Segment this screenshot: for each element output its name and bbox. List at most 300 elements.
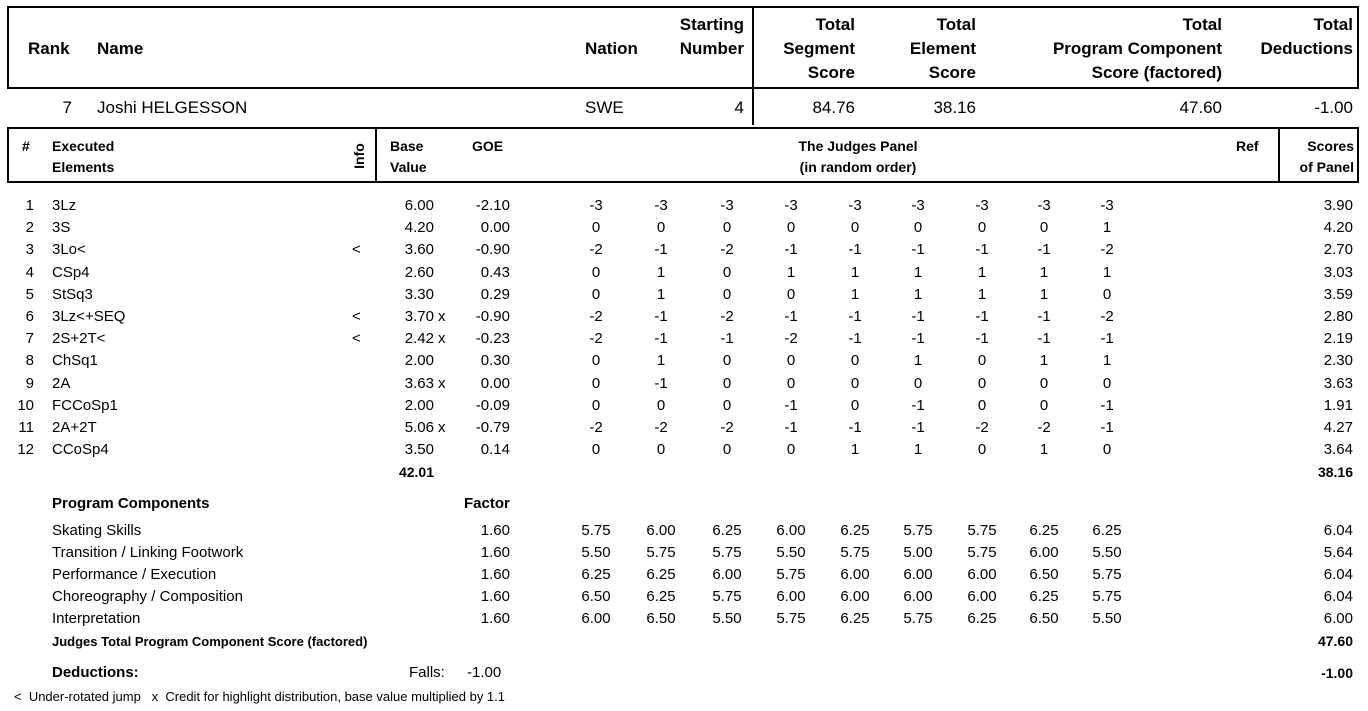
total-segment-line1: Total — [815, 15, 855, 34]
component-factor: 1.60 — [480, 609, 510, 627]
falls-value: -1.00 — [467, 664, 502, 681]
judge-score: 0 — [850, 352, 860, 370]
judge-mark: 6.25 — [712, 522, 742, 539]
element-base-value: 6.00 — [404, 197, 434, 214]
judge-mark: 5.00 — [903, 543, 933, 561]
element-panel-score: 3.64 — [1323, 441, 1353, 459]
element-panel-score: 4.27 — [1323, 419, 1353, 436]
judge-mark: 6.00 — [840, 565, 870, 583]
judge-score: 0 — [1102, 441, 1112, 459]
element-row — [0, 217, 1368, 239]
judge-score: -1 — [848, 419, 862, 436]
component-row — [0, 564, 1368, 586]
element-base-value: 3.30 — [404, 285, 434, 303]
judge-score: -2 — [589, 330, 603, 348]
judge-score: 0 — [850, 374, 860, 392]
total-element-line2: Element — [909, 39, 976, 58]
element-row — [0, 417, 1368, 439]
judge-score: -2 — [720, 308, 734, 325]
element-number: 3 — [25, 241, 34, 259]
judge-score: -1 — [975, 241, 989, 259]
element-bonus-marker: x — [438, 419, 446, 436]
judge-mark: 6.25 — [1092, 522, 1122, 539]
element-number: 7 — [25, 330, 34, 348]
judge-score: 1 — [1039, 263, 1049, 281]
judge-score: -1 — [911, 308, 925, 325]
starting-number-label — [660, 13, 744, 61]
judge-score: -1 — [911, 396, 925, 414]
element-panel-score: 3.59 — [1323, 285, 1353, 303]
element-panel-score: 2.19 — [1323, 330, 1353, 348]
judges-total-pcs-label: Judges Total Program Component Score (factored) — [52, 634, 368, 649]
judge-mark: 6.25 — [646, 587, 676, 605]
judges-panel-header — [708, 136, 1008, 178]
judge-score: -1 — [911, 241, 925, 259]
judge-mark: 5.75 — [646, 543, 676, 561]
judge-mark: 6.25 — [840, 609, 870, 627]
judge-score: 0 — [591, 396, 601, 414]
component-factor: 1.60 — [480, 543, 510, 561]
judges-line2: (in random order) — [799, 159, 917, 175]
skater-total-element: 38.16 — [933, 98, 976, 117]
scores-of-panel-header — [1282, 136, 1354, 178]
component-name: Performance / Execution — [52, 565, 217, 583]
judge-score: -2 — [589, 419, 603, 436]
element-goe: 0.29 — [480, 285, 510, 303]
judge-score: 0 — [591, 374, 601, 392]
judge-score: 0 — [977, 219, 987, 237]
judge-score: -1 — [848, 308, 862, 325]
element-number: 6 — [25, 308, 34, 325]
component-factor: 1.60 — [480, 522, 510, 539]
judge-score: 0 — [850, 396, 860, 414]
judge-mark: 6.00 — [1029, 543, 1059, 561]
judge-mark: 6.00 — [967, 587, 997, 605]
element-number: 9 — [25, 374, 34, 392]
judge-mark: 6.25 — [581, 565, 611, 583]
total-element-label — [880, 13, 976, 85]
element-goe: 0.00 — [480, 374, 510, 392]
judge-score: 1 — [656, 352, 666, 370]
element-name: 3Lz<+SEQ — [52, 308, 126, 325]
base-value-total: 42.01 — [398, 464, 434, 480]
num-header: # — [22, 138, 30, 154]
element-row — [0, 350, 1368, 372]
total-pcs-line1: Total — [1182, 15, 1222, 34]
executed-line1: Executed — [52, 138, 115, 154]
scores-line2: of Panel — [1299, 159, 1354, 175]
judge-mark: 5.75 — [903, 609, 933, 627]
judge-mark: 6.50 — [581, 587, 611, 605]
judge-mark: 5.75 — [712, 543, 742, 561]
base-line1: Base — [390, 138, 424, 154]
footnote: < Under-rotated jump x Credit for highlight distribution, base value multiplied by 1.1 — [14, 689, 506, 704]
skater-total-deductions: -1.00 — [1314, 98, 1353, 117]
element-goe: 0.14 — [480, 441, 510, 459]
judge-mark: 5.75 — [840, 543, 870, 561]
total-deductions-label — [1240, 13, 1353, 61]
judge-score: 0 — [722, 263, 732, 281]
judge-score: -1 — [1037, 330, 1051, 348]
element-base-value: 4.20 — [404, 219, 434, 237]
factor-label: Factor — [464, 495, 510, 512]
element-number: 8 — [25, 352, 34, 370]
judge-score: 1 — [1039, 352, 1049, 370]
starting-label-line2: Number — [679, 39, 744, 58]
judge-score: 0 — [977, 374, 987, 392]
judge-mark: 6.00 — [776, 587, 806, 605]
element-name: 3Lo< — [52, 241, 86, 259]
judge-score: 0 — [722, 374, 732, 392]
judge-score: 0 — [591, 285, 601, 303]
judge-mark: 6.25 — [1029, 587, 1059, 605]
element-row — [0, 284, 1368, 306]
judge-score: -1 — [1100, 419, 1114, 436]
element-bonus-marker: x — [438, 374, 446, 392]
judge-score: 0 — [656, 219, 666, 237]
element-panel-score: 4.20 — [1323, 219, 1353, 237]
elements-header-box — [7, 127, 1359, 183]
judge-score: -1 — [975, 330, 989, 348]
judge-mark: 5.50 — [712, 609, 742, 627]
judge-score: 1 — [913, 352, 923, 370]
element-goe: 0.30 — [480, 352, 510, 370]
judge-score: 1 — [1039, 441, 1049, 459]
skater-nation: SWE — [585, 98, 624, 117]
judge-score: -1 — [848, 241, 862, 259]
element-info: < — [352, 330, 361, 348]
judge-mark: 5.75 — [1092, 565, 1122, 583]
judge-score: 1 — [656, 285, 666, 303]
component-score: 6.04 — [1323, 587, 1353, 605]
element-name: StSq3 — [52, 285, 93, 303]
total-segment-label — [760, 13, 855, 85]
rank-label: Rank — [28, 39, 70, 58]
judge-score: -2 — [589, 308, 603, 325]
element-name: 2S+2T< — [52, 330, 106, 348]
judge-score: -1 — [654, 308, 668, 325]
judge-score: -2 — [654, 419, 668, 436]
component-row — [0, 542, 1368, 564]
component-factor: 1.60 — [480, 565, 510, 583]
element-name: 3S — [52, 219, 71, 237]
judge-score: -1 — [720, 330, 734, 348]
total-segment-line3: Score — [807, 63, 855, 82]
element-name: CCoSp4 — [52, 441, 109, 459]
program-components-title: Program Components — [52, 495, 210, 512]
judge-mark: 5.75 — [776, 565, 806, 583]
element-goe: -0.90 — [475, 241, 510, 259]
skater-name: Joshi HELGESSON — [97, 98, 248, 117]
judge-score: 1 — [913, 263, 923, 281]
judge-score: 0 — [1102, 285, 1112, 303]
judge-score: 1 — [913, 441, 923, 459]
judge-score: 0 — [722, 352, 732, 370]
element-number: 12 — [17, 441, 34, 459]
element-goe: -0.79 — [475, 419, 510, 436]
element-row — [0, 239, 1368, 261]
judge-score: 1 — [977, 285, 987, 303]
judge-score: -2 — [1037, 419, 1051, 436]
judge-mark: 5.75 — [1092, 587, 1122, 605]
executed-line2: Elements — [52, 159, 115, 175]
judge-mark: 5.75 — [712, 587, 742, 605]
judge-score: 0 — [786, 285, 796, 303]
judge-score: -1 — [1037, 241, 1051, 259]
judge-score: 1 — [850, 263, 860, 281]
judge-score: -1 — [975, 308, 989, 325]
judge-score: -3 — [1100, 197, 1114, 214]
skater-rank: 7 — [62, 98, 72, 117]
executed-elements-header — [52, 136, 114, 178]
judge-mark: 6.25 — [646, 565, 676, 583]
judge-mark: 6.00 — [712, 565, 742, 583]
judge-score: -1 — [784, 419, 798, 436]
judge-score: -1 — [848, 330, 862, 348]
deductions-total: -1.00 — [1321, 665, 1353, 681]
judge-score: 0 — [1039, 396, 1049, 414]
judge-score: -3 — [975, 197, 989, 214]
total-pcs-line3: Score (factored) — [1091, 63, 1222, 82]
judge-score: -2 — [975, 419, 989, 436]
total-deductions-line2: Deductions — [1260, 39, 1353, 58]
scores-divider — [1278, 127, 1280, 183]
judge-score: -2 — [589, 241, 603, 259]
element-row — [0, 395, 1368, 417]
judge-score: -1 — [654, 241, 668, 259]
starting-label-line1: Starting — [679, 15, 744, 34]
component-score: 6.04 — [1323, 522, 1353, 539]
element-row — [0, 439, 1368, 461]
judge-score: -2 — [1100, 308, 1114, 325]
judge-score: 1 — [1102, 219, 1112, 237]
element-goe: -0.23 — [475, 330, 510, 348]
judge-score: 0 — [977, 352, 987, 370]
judge-score: 1 — [850, 285, 860, 303]
skater-total-pcs: 47.60 — [1179, 98, 1222, 117]
element-number: 5 — [25, 285, 34, 303]
judge-score: -1 — [784, 241, 798, 259]
judge-score: 1 — [1102, 352, 1112, 370]
component-name: Choreography / Composition — [52, 587, 243, 605]
element-base-value: 3.63 — [404, 374, 434, 392]
component-score: 5.64 — [1323, 543, 1353, 561]
judge-score: -2 — [720, 419, 734, 436]
element-name: 3Lz — [52, 197, 77, 214]
skater-total-segment: 84.76 — [812, 98, 855, 117]
judge-score: 1 — [1039, 285, 1049, 303]
judge-mark: 5.75 — [967, 522, 997, 539]
component-name: Transition / Linking Footwork — [52, 543, 244, 561]
judge-mark: 6.00 — [967, 565, 997, 583]
element-base-value: 2.60 — [404, 263, 434, 281]
judge-score: 1 — [656, 263, 666, 281]
judge-score: 0 — [722, 219, 732, 237]
judge-score: -1 — [911, 330, 925, 348]
judge-score: -3 — [848, 197, 862, 214]
component-factor: 1.60 — [480, 587, 510, 605]
judge-score: 0 — [722, 396, 732, 414]
judge-score: -3 — [720, 197, 734, 214]
element-base-value: 2.42 — [404, 330, 434, 348]
element-number: 2 — [25, 219, 34, 237]
judge-score: 0 — [1039, 374, 1049, 392]
judge-score: -1 — [911, 419, 925, 436]
judge-mark: 6.00 — [581, 609, 611, 627]
judge-mark: 6.50 — [1029, 609, 1059, 627]
element-name: 2A — [52, 374, 71, 392]
judge-score: 0 — [850, 219, 860, 237]
judge-mark: 6.50 — [646, 609, 676, 627]
judge-mark: 5.75 — [903, 522, 933, 539]
judge-score: -3 — [784, 197, 798, 214]
judge-score: 1 — [786, 263, 796, 281]
skater-row — [0, 96, 1368, 120]
element-panel-score: 2.30 — [1323, 352, 1353, 370]
deductions-label: Deductions: — [52, 664, 139, 681]
judge-mark: 6.50 — [1029, 565, 1059, 583]
element-number: 1 — [25, 197, 34, 214]
judge-mark: 5.75 — [776, 609, 806, 627]
element-name: CSp4 — [52, 263, 90, 281]
element-goe: -0.90 — [475, 308, 510, 325]
element-base-value: 3.70 — [404, 308, 434, 325]
judge-mark: 6.00 — [776, 522, 806, 539]
judge-score: -3 — [654, 197, 668, 214]
judge-mark: 5.50 — [776, 543, 806, 561]
element-base-value: 3.60 — [404, 241, 434, 259]
element-row — [0, 373, 1368, 395]
element-base-value: 3.50 — [404, 441, 434, 459]
judge-score: 0 — [722, 285, 732, 303]
component-score: 6.00 — [1323, 609, 1353, 627]
judge-mark: 6.25 — [967, 609, 997, 627]
judge-score: -2 — [784, 330, 798, 348]
element-goe: 0.43 — [480, 263, 510, 281]
judge-score: 0 — [786, 219, 796, 237]
element-base-value: 2.00 — [404, 396, 434, 414]
element-panel-score: 1.91 — [1323, 396, 1353, 414]
element-panel-score: 3.90 — [1323, 197, 1353, 214]
element-bonus-marker: x — [438, 308, 446, 325]
judge-score: -2 — [720, 241, 734, 259]
element-number: 4 — [25, 263, 34, 281]
judge-mark: 5.75 — [967, 543, 997, 561]
judges-line1: The Judges Panel — [798, 138, 918, 154]
name-label: Name — [97, 39, 144, 58]
element-goe: 0.00 — [480, 219, 510, 237]
element-goe: -0.09 — [475, 396, 510, 414]
element-panel-score: 3.63 — [1323, 374, 1353, 392]
judge-score: 0 — [977, 396, 987, 414]
element-info: < — [352, 308, 361, 325]
element-name: FCCoSp1 — [52, 396, 118, 414]
goe-header: GOE — [472, 138, 504, 154]
judge-score: 0 — [786, 441, 796, 459]
judge-score: -1 — [654, 374, 668, 392]
judge-score: 0 — [722, 441, 732, 459]
component-row — [0, 520, 1368, 542]
nation-label: Nation — [585, 39, 638, 58]
judge-score: -1 — [784, 308, 798, 325]
judge-score: 0 — [591, 263, 601, 281]
total-element-line1: Total — [936, 15, 976, 34]
base-line2: Value — [390, 159, 427, 175]
judge-mark: 6.25 — [840, 522, 870, 539]
judge-score: 1 — [850, 441, 860, 459]
element-row — [0, 306, 1368, 328]
judge-mark: 5.50 — [581, 543, 611, 561]
element-base-value: 2.00 — [404, 352, 434, 370]
judge-mark: 5.50 — [1092, 543, 1122, 561]
judge-score: -3 — [1037, 197, 1051, 214]
element-row — [0, 195, 1368, 217]
judge-score: -1 — [1037, 308, 1051, 325]
judge-score: 0 — [786, 374, 796, 392]
judge-score: 1 — [977, 263, 987, 281]
judge-mark: 6.25 — [1029, 522, 1059, 539]
element-base-value: 5.06 — [404, 419, 434, 436]
scores-line1: Scores — [1307, 138, 1354, 154]
judge-mark: 6.00 — [903, 565, 933, 583]
element-name: 2A+2T — [52, 419, 97, 436]
judge-score: 0 — [656, 396, 666, 414]
falls-label: Falls: — [409, 664, 445, 681]
elements-score-total: 38.16 — [1317, 464, 1353, 480]
judge-mark: 6.00 — [840, 587, 870, 605]
component-score: 6.04 — [1323, 565, 1353, 583]
judge-score: -1 — [784, 396, 798, 414]
judge-score: -3 — [589, 197, 603, 214]
base-value-header — [390, 136, 427, 178]
component-name: Interpretation — [52, 609, 141, 627]
total-deductions-line1: Total — [1313, 15, 1353, 34]
judges-total-pcs-value: 47.60 — [1317, 633, 1353, 649]
total-segment-line2: Segment — [783, 39, 855, 58]
component-row — [0, 608, 1368, 630]
judge-mark: 5.50 — [1092, 609, 1122, 627]
total-element-line3: Score — [928, 63, 976, 82]
element-panel-score: 2.70 — [1323, 241, 1353, 259]
element-panel-score: 3.03 — [1323, 263, 1353, 281]
judge-score: 0 — [977, 441, 987, 459]
judge-score: 0 — [786, 352, 796, 370]
judge-score: 0 — [1102, 374, 1112, 392]
judge-score: -1 — [654, 330, 668, 348]
info-header — [352, 136, 374, 180]
judge-score: -2 — [1100, 241, 1114, 259]
element-row — [0, 328, 1368, 350]
judge-score: 0 — [913, 219, 923, 237]
element-number: 10 — [17, 396, 34, 414]
ref-header: Ref — [1236, 138, 1259, 154]
skater-starting-number: 4 — [734, 98, 744, 117]
element-goe: -2.10 — [475, 197, 510, 214]
judge-score: 1 — [1102, 263, 1112, 281]
judge-score: -1 — [1100, 396, 1114, 414]
judge-score: 0 — [591, 441, 601, 459]
total-pcs-line2: Program Component — [1052, 39, 1222, 58]
element-panel-score: 2.80 — [1323, 308, 1353, 325]
element-number: 11 — [18, 419, 34, 436]
judge-score: 0 — [913, 374, 923, 392]
judge-score: 0 — [1039, 219, 1049, 237]
element-info: < — [352, 241, 361, 259]
judge-mark: 5.75 — [581, 522, 611, 539]
judge-score: -3 — [911, 197, 925, 214]
judge-mark: 6.00 — [646, 522, 676, 539]
info-header-text: Info — [350, 143, 367, 169]
